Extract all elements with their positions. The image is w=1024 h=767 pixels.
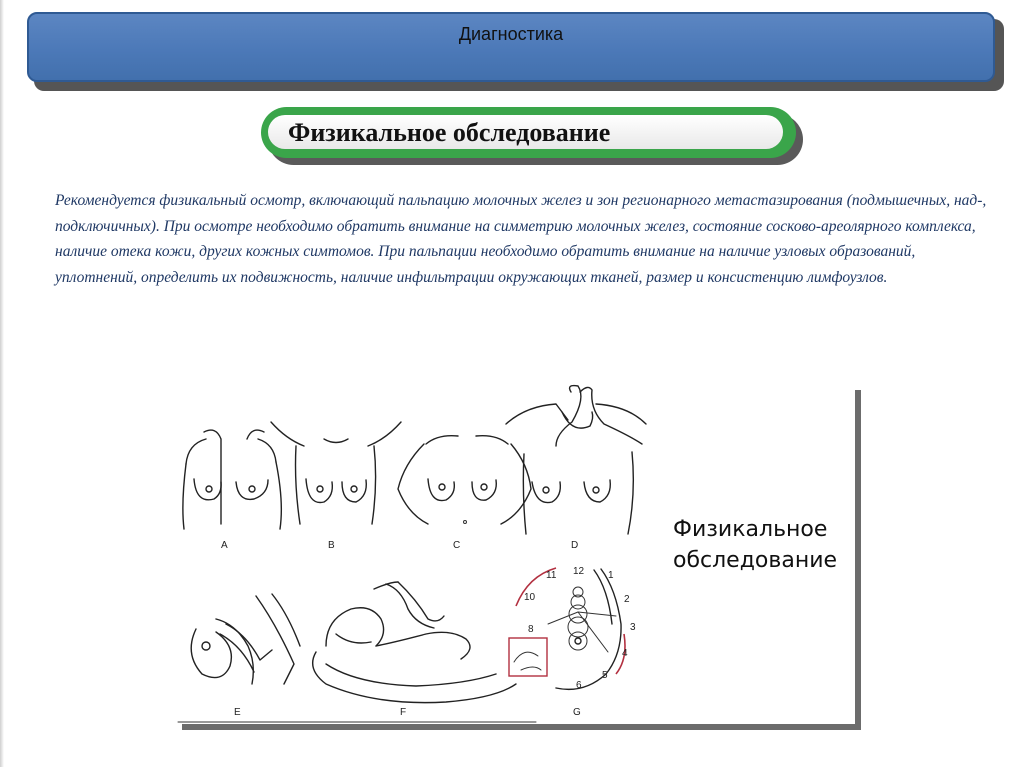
clock-number-8: 8 [528,624,534,635]
clock-number-11: 11 [546,570,557,581]
panel-d-figure [506,386,646,534]
clock-number-5: 5 [602,670,608,681]
panel-a-figure [183,430,281,529]
clock-number-6: 6 [576,680,582,691]
clock-number-12: 12 [573,566,585,577]
section-title-inner [268,115,783,149]
figure-caption-line1: Физикальное [673,517,828,542]
panel-b-figure [271,422,401,524]
panel-label-d: D [571,540,579,551]
clock-number-10: 10 [524,592,536,603]
clock-number-1: 1 [608,570,614,581]
clock-number-2: 2 [624,594,630,605]
header-bar [27,12,995,82]
panel-label-a: A [221,540,228,551]
figure-caption [673,514,853,576]
panel-label-g: G [573,707,581,718]
exam-illustration [176,384,855,724]
panel-g-figure [509,568,625,689]
clock-number-4: 4 [622,648,628,659]
panel-e-figure [191,594,300,684]
clock-number-3: 3 [630,622,636,633]
body-paragraph: Рекомендуется физикальный осмотр, включающий пальпацию молочных желез и зон регионарного метастазирования (подмышечных, над-, подключичных). При осмотре необходимо обратить внимание на симметрию молочных желез, состояние сосково-ареолярного комплекса, наличие отека кожи, других кожных симтомов. При пальпации необходимо обратить внимание на наличие узловых образований, уплотнений, определить их подвижность, наличие инфильтрации окружающих тканей, размер и консистенцию лимфоузлов. [55,192,987,286]
panel-label-f: F [400,707,407,718]
panel-c-figure [398,436,531,524]
slide-edge [0,0,4,767]
figure-caption-line2: обследование [673,548,838,573]
panel-label-c: C [453,540,461,551]
page-title: Диагностика [458,24,564,44]
panel-f-figure [313,582,516,703]
panel-label-b: B [328,540,335,551]
section-title-pill [261,107,796,158]
panel-label-e: E [234,707,241,718]
section-title: Физикальное обследование [288,118,611,147]
